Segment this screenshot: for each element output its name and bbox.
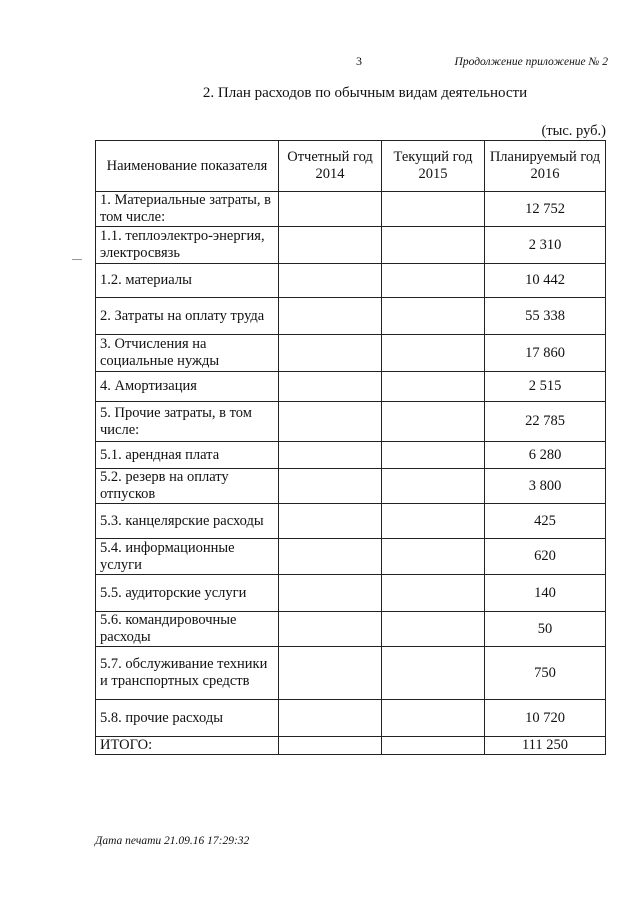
value-2016: 17 860 (485, 335, 606, 372)
row-name: 1.2. материалы (96, 264, 279, 298)
print-date: Дата печати 21.09.16 17:29:32 (95, 835, 250, 847)
value-2014 (279, 647, 382, 700)
value-2016: 22 785 (485, 402, 606, 442)
row-name: 1.1. теплоэлектро-энергия, электросвязь (96, 227, 279, 264)
value-2016: 620 (485, 539, 606, 575)
table-row (96, 575, 606, 612)
value-2016: 10 720 (485, 700, 606, 737)
table-row-total (96, 737, 606, 755)
column-header-2014: Отчетный год 2014 (279, 141, 382, 192)
table-row (96, 469, 606, 504)
value-2014 (279, 264, 382, 298)
column-header-indicator: Наименование показателя (96, 141, 279, 192)
value-2016: 55 338 (485, 298, 606, 335)
table-row (96, 335, 606, 372)
value-2016: 140 (485, 575, 606, 612)
row-name: 3. Отчисления на социальные нужды (96, 335, 279, 372)
value-2015 (382, 539, 485, 575)
value-2014 (279, 575, 382, 612)
margin-mark (72, 259, 82, 260)
value-2014 (279, 192, 382, 227)
value-2014 (279, 298, 382, 335)
value-2014 (279, 612, 382, 647)
value-2016: 2 515 (485, 372, 606, 402)
row-name: 5.5. аудиторские услуги (96, 575, 279, 612)
table-row (96, 402, 606, 442)
value-2015 (382, 700, 485, 737)
page-number: 3 (356, 54, 362, 68)
value-2016: 750 (485, 647, 606, 700)
value-2015 (382, 575, 485, 612)
value-2015 (382, 647, 485, 700)
row-name: ИТОГО: (96, 737, 279, 755)
row-name: 5. Прочие затраты, в том числе: (96, 402, 279, 442)
row-name: 5.4. информационные услуги (96, 539, 279, 575)
value-2014 (279, 700, 382, 737)
row-name: 4. Амортизация (96, 372, 279, 402)
value-2014 (279, 227, 382, 264)
row-name: 5.1. арендная плата (96, 442, 279, 469)
value-2016: 50 (485, 612, 606, 647)
value-2015 (382, 612, 485, 647)
table-row (96, 539, 606, 575)
value-2016: 12 752 (485, 192, 606, 227)
value-2016: 425 (485, 504, 606, 539)
column-header-2016: Планируемый год 2016 (485, 141, 606, 192)
value-2015 (382, 264, 485, 298)
row-name: 5.8. прочие расходы (96, 700, 279, 737)
row-name: 5.7. обслуживание техники и транспортных средств (96, 647, 279, 700)
value-2015 (382, 372, 485, 402)
table-row (96, 612, 606, 647)
value-2015 (382, 335, 485, 372)
row-name: 2. Затраты на оплату труда (96, 298, 279, 335)
value-2015 (382, 192, 485, 227)
units-label: (тыс. руб.) (541, 123, 606, 139)
value-2015 (382, 469, 485, 504)
value-2015 (382, 227, 485, 264)
value-2016: 3 800 (485, 469, 606, 504)
section-title: 2. План расходов по обычным видам деятельности (202, 85, 528, 101)
value-2016: 6 280 (485, 442, 606, 469)
value-2015 (382, 504, 485, 539)
table-row (96, 298, 606, 335)
value-2015 (382, 737, 485, 755)
table-row (96, 442, 606, 469)
continuation-note: Продолжение приложение № 2 (454, 56, 608, 68)
expense-plan-table (95, 140, 606, 755)
table-row (96, 227, 606, 264)
value-2016: 2 310 (485, 227, 606, 264)
value-2014 (279, 442, 382, 469)
value-2015 (382, 298, 485, 335)
table-row (96, 647, 606, 700)
value-2014 (279, 335, 382, 372)
row-name: 1. Материальные затраты, в том числе: (96, 192, 279, 227)
table-header-row (96, 141, 606, 192)
value-2016: 111 250 (485, 737, 606, 755)
table-row (96, 192, 606, 227)
table-row (96, 264, 606, 298)
table-row (96, 372, 606, 402)
value-2014 (279, 737, 382, 755)
value-2014 (279, 539, 382, 575)
row-name: 5.3. канцелярские расходы (96, 504, 279, 539)
table-row (96, 504, 606, 539)
row-name: 5.2. резерв на оплату отпусков (96, 469, 279, 504)
value-2016: 10 442 (485, 264, 606, 298)
value-2014 (279, 504, 382, 539)
value-2015 (382, 402, 485, 442)
row-name: 5.6. командировочные расходы (96, 612, 279, 647)
table-row (96, 700, 606, 737)
value-2014 (279, 469, 382, 504)
value-2014 (279, 372, 382, 402)
value-2015 (382, 442, 485, 469)
value-2014 (279, 402, 382, 442)
column-header-2015: Текущий год 2015 (382, 141, 485, 192)
